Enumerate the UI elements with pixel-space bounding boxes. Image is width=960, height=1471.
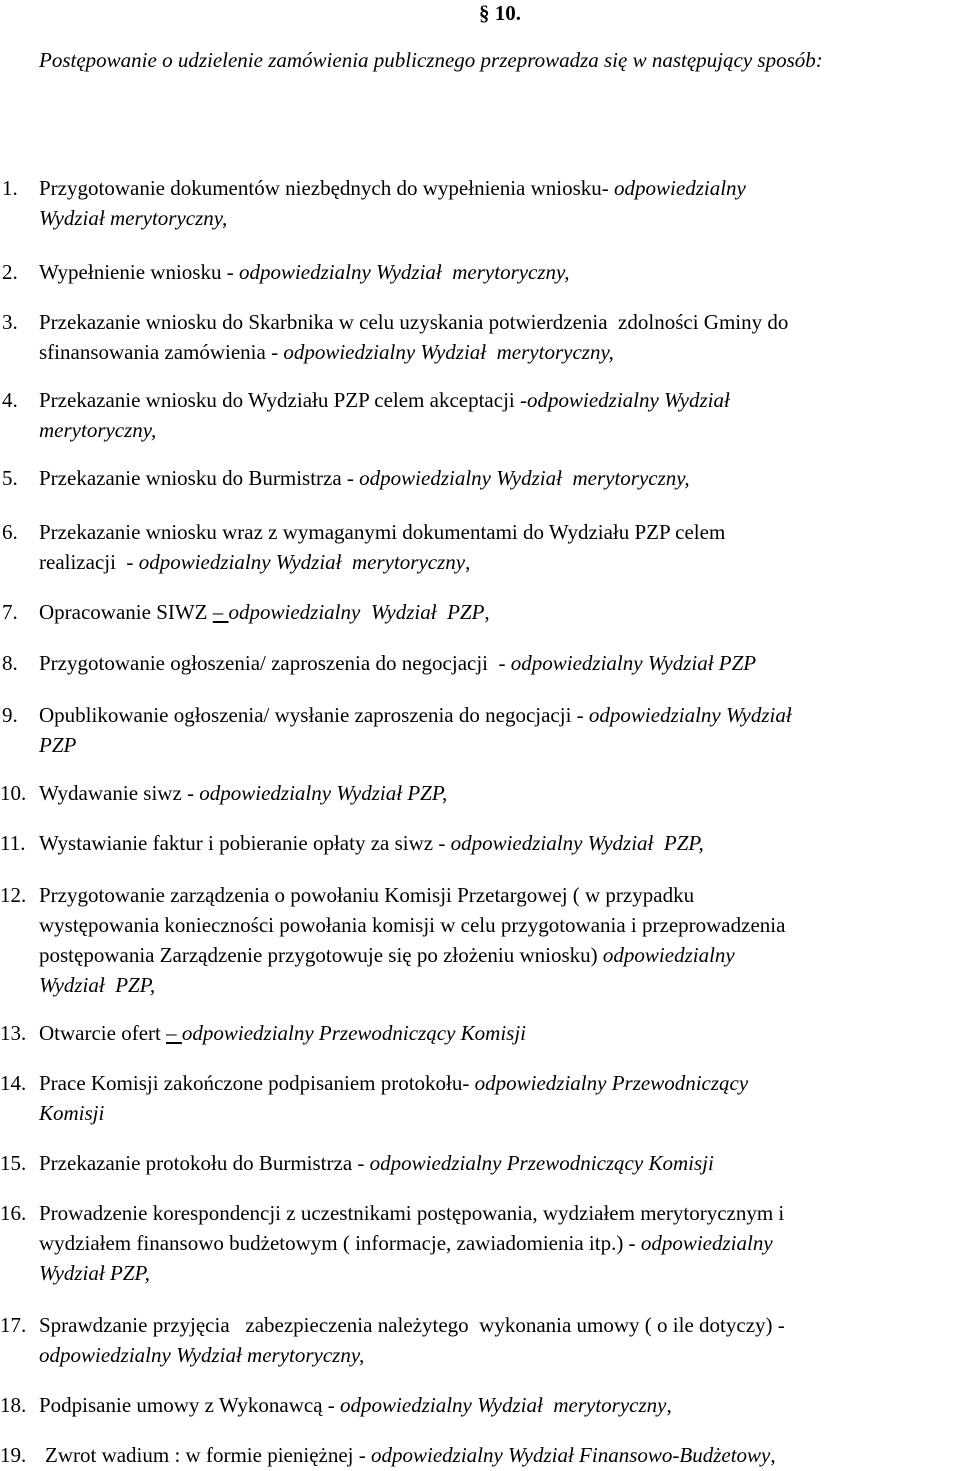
- step-description: sfinansowania zamówienia -: [39, 340, 284, 364]
- step-description: postępowania Zarządzenie przygotowuje się po złożeniu wniosku): [39, 943, 603, 967]
- step-line: [39, 1228, 959, 1258]
- step-line: [45, 1440, 960, 1470]
- responsible-party: merytoryczny,: [39, 418, 157, 442]
- step-text: [39, 828, 959, 858]
- step-description: Sprawdzanie przyjęcia zabezpieczenia należytego wykonania umowy ( o ile dotyczy) -: [39, 1313, 785, 1337]
- responsible-party: odpowiedzialny Przewodniczący Komisji: [181, 1021, 527, 1045]
- step-description: Otwarcie ofert: [39, 1021, 167, 1045]
- step-description: Prowadzenie korespondencji z uczestnikami postępowania, wydziałem merytorycznym i: [39, 1201, 785, 1225]
- step-text: [39, 307, 959, 367]
- step-line: [39, 597, 959, 627]
- responsible-party: odpowiedzialny Wydział: [526, 388, 730, 412]
- step-line: [39, 1068, 959, 1098]
- step-text: [39, 648, 959, 678]
- section-title: § 10.: [479, 1, 521, 25]
- step-dash: –: [166, 1021, 182, 1045]
- step-line: [39, 730, 959, 760]
- step-punctuation: ,: [666, 1393, 672, 1417]
- step-line: [39, 778, 959, 808]
- step-line: [39, 517, 959, 547]
- responsible-party: odpowiedzialny Wydział PZP: [228, 600, 485, 624]
- step-text: [45, 1440, 960, 1470]
- step-description: Podpisanie umowy z Wykonawcą -: [39, 1393, 341, 1417]
- step-line: [39, 1198, 959, 1228]
- step-description: wydziałem finansowo budżetowym ( informacje, zawiadomienia itp.) -: [39, 1231, 641, 1255]
- step-text: [39, 1310, 959, 1370]
- step-punctuation: ,: [770, 1443, 776, 1467]
- step-description: Przekazanie protokołu do Burmistrza -: [39, 1151, 370, 1175]
- step-number: 15.: [0, 1151, 27, 1175]
- responsible-party: odpowiedzialny Wydział PZP,: [199, 781, 448, 805]
- responsible-party: odpowiedzialny Wydział merytoryczny,: [39, 1343, 365, 1367]
- step-line: [39, 910, 959, 940]
- step-description: Przekazanie wniosku do Skarbnika w celu uzyskania potwierdzenia zdolności Gminy do: [39, 310, 789, 334]
- step-description: Prace Komisji zakończone podpisaniem protokołu-: [39, 1071, 475, 1095]
- step-number: 13.: [0, 1021, 27, 1045]
- step-text: [39, 173, 959, 233]
- step-line: [39, 1018, 959, 1048]
- step-number: 4.: [2, 388, 18, 412]
- step-text: [39, 880, 959, 1000]
- step-number: 17.: [0, 1313, 27, 1337]
- step-line: [39, 463, 959, 493]
- step-line: [39, 415, 959, 445]
- step-description: Wydawanie siwz -: [39, 781, 200, 805]
- step-number: 18.: [0, 1393, 27, 1417]
- responsible-party: odpowiedzialny Wydział merytoryczny,: [283, 340, 614, 364]
- step-number: 16.: [0, 1201, 27, 1225]
- step-line: [39, 1310, 959, 1340]
- step-punctuation: ,: [465, 550, 471, 574]
- step-description: Przekazanie wniosku do Wydziału PZP celem akceptacji -: [39, 388, 527, 412]
- step-line: [39, 828, 959, 858]
- step-text: [39, 700, 959, 760]
- step-text: [39, 597, 959, 627]
- responsible-party: Wydział PZP,: [39, 1261, 150, 1285]
- step-number: 1.: [2, 176, 18, 200]
- step-number: 2.: [2, 260, 18, 284]
- responsible-party: odpowiedzialny Wydział merytoryczny: [340, 1393, 667, 1417]
- step-text: [39, 385, 959, 445]
- step-text: [39, 463, 959, 493]
- responsible-party: odpowiedzialny Wydział: [588, 703, 792, 727]
- step-description: Zwrot wadium : w formie pieniężnej -: [45, 1443, 371, 1467]
- step-description: Wystawianie faktur i pobieranie opłaty za siwz -: [39, 831, 451, 855]
- responsible-party: odpowiedzialny Wydział Finansowo-Budżetowy: [370, 1443, 771, 1467]
- step-number: 14.: [0, 1071, 27, 1095]
- step-text: [39, 1390, 959, 1420]
- step-line: [39, 307, 959, 337]
- responsible-party: odpowiedzialny Wydział merytoryczny: [138, 550, 466, 574]
- step-number: 5.: [2, 466, 18, 490]
- step-text: [39, 517, 959, 577]
- step-number: 3.: [2, 310, 18, 334]
- step-line: [39, 385, 959, 415]
- step-line: [39, 940, 959, 970]
- step-text: [39, 1198, 959, 1288]
- responsible-party: odpowiedzialny Wydział merytoryczny,: [359, 466, 690, 490]
- step-description: realizacji -: [39, 550, 139, 574]
- responsible-party: odpowiedzialny Przewodniczący Komisji: [369, 1151, 714, 1175]
- responsible-party: odpowiedzialny: [614, 176, 746, 200]
- responsible-party: odpowiedzialny Przewodniczący: [474, 1071, 749, 1095]
- step-line: [39, 1098, 959, 1128]
- step-description: Przygotowanie dokumentów niezbędnych do wypełnienia wniosku-: [39, 176, 615, 200]
- step-text: [39, 257, 959, 287]
- step-description: występowania konieczności powołania komisji w celu przygotowania i przeprowadzenia: [39, 913, 786, 937]
- step-line: [39, 203, 959, 233]
- step-text: [39, 1148, 959, 1178]
- step-line: [39, 337, 959, 367]
- step-line: [39, 1390, 959, 1420]
- step-number: 19.: [0, 1443, 27, 1467]
- step-number: 10.: [0, 781, 27, 805]
- step-line: [39, 1148, 959, 1178]
- step-text: [39, 1018, 959, 1048]
- step-description: Przekazanie wniosku do Burmistrza -: [39, 466, 360, 490]
- step-line: [39, 257, 959, 287]
- responsible-party: odpowiedzialny: [602, 943, 735, 967]
- responsible-party: odpowiedzialny Wydział merytoryczny,: [238, 260, 570, 284]
- step-line: [39, 1258, 959, 1288]
- responsible-party: odpowiedzialny Wydział PZP,: [450, 831, 704, 855]
- step-description: Przygotowanie ogłoszenia/ zaproszenia do negocjacji -: [39, 651, 511, 675]
- step-number: 11.: [0, 831, 26, 855]
- responsible-party: odpowiedzialny Wydział PZP: [510, 651, 757, 675]
- step-line: [39, 173, 959, 203]
- responsible-party: Wydział PZP,: [39, 973, 156, 997]
- responsible-party: Komisji: [39, 1101, 105, 1125]
- step-description: Opublikowanie ogłoszenia/ wysłanie zaproszenia do negocjacji -: [39, 703, 589, 727]
- step-punctuation: ,: [484, 600, 490, 624]
- responsible-party: odpowiedzialny: [640, 1231, 773, 1255]
- responsible-party: Wydział merytoryczny,: [39, 206, 228, 230]
- step-text: [39, 1068, 959, 1128]
- step-line: [39, 880, 959, 910]
- step-number: 8.: [2, 651, 18, 675]
- step-text: [39, 778, 959, 808]
- step-line: [39, 970, 959, 1000]
- step-line: [39, 648, 959, 678]
- intro-paragraph: Postępowanie o udzielenie zamówienia publicznego przeprowadza się w następujący sposób:: [39, 48, 823, 72]
- step-line: [39, 700, 959, 730]
- step-description: Przygotowanie zarządzenia o powołaniu Komisji Przetargowej ( w przypadku: [39, 883, 695, 907]
- step-description: Przekazanie wniosku wraz z wymaganymi dokumentami do Wydziału PZP celem: [39, 520, 726, 544]
- step-description: Opracowanie SIWZ: [39, 600, 213, 624]
- step-number: 7.: [2, 600, 18, 624]
- step-line: [39, 1340, 959, 1370]
- step-line: [39, 547, 959, 577]
- step-dash: –: [212, 600, 229, 624]
- step-description: Wypełnienie wniosku -: [39, 260, 239, 284]
- step-number: 12.: [0, 883, 27, 907]
- step-number: 9.: [2, 703, 18, 727]
- responsible-party: PZP: [39, 733, 77, 757]
- step-number: 6.: [2, 520, 18, 544]
